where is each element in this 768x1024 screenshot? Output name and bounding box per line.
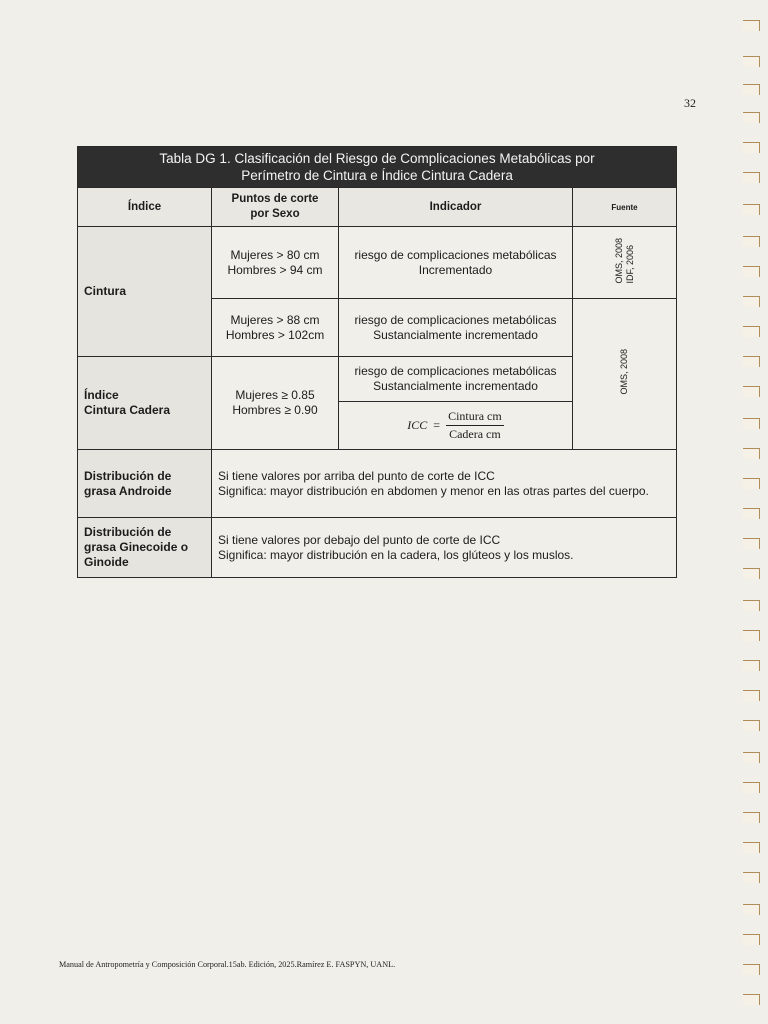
icc-formula-cell (339, 402, 573, 450)
cut-text: Mujeres ≥ 0.85 (235, 388, 315, 402)
cintura-indicator-1 (339, 227, 573, 299)
indicator-text: Sustancialmente incrementado (373, 379, 538, 393)
table-row (78, 227, 677, 299)
cintura-cut-2 (212, 299, 339, 357)
page-tab-decoration (743, 600, 760, 611)
fuente-text: OMS, 2008 (613, 237, 624, 284)
page-tab-decoration (743, 660, 760, 671)
ginecoide-label-line: Ginoide (84, 555, 129, 569)
cut-text: Mujeres > 88 cm (230, 312, 320, 327)
table-title (78, 147, 677, 188)
ginecoide-label-line: grasa Ginecoide o (84, 540, 189, 554)
table-row (78, 450, 677, 518)
header-puntos-de-corte (212, 188, 339, 227)
formula-variable: ICC (407, 418, 428, 432)
page-tab-decoration (743, 172, 760, 183)
fuente-cintura-1 (573, 227, 677, 299)
page-tab-decoration (743, 994, 760, 1005)
icc-label (78, 357, 212, 450)
cut-text: Hombres > 94 cm (227, 262, 323, 277)
page-tab-decoration (743, 934, 760, 945)
page-tab-decoration (743, 508, 760, 519)
fuente-vertical-text: OMS, 2008 (619, 349, 630, 395)
cintura-indicator-2 (339, 299, 573, 357)
description-text: Significa: mayor distribución en la cadera, los glúteos y los muslos. (218, 547, 574, 562)
description-text: Si tiene valores por arriba del punto de corte de ICC (218, 468, 495, 483)
ginecoide-label (78, 518, 212, 578)
icc-cut (212, 357, 339, 450)
table-title-line-1: Tabla DG 1. Clasificación del Riesgo de Complicaciones Metabólicas por (159, 151, 595, 166)
icc-label-line: Índice (84, 388, 119, 402)
page-tab-decoration (743, 964, 760, 975)
header-fuente: Fuente (573, 188, 677, 227)
page-tab-decoration (743, 112, 760, 123)
header-puntos-line-2: por Sexo (250, 208, 300, 220)
classification-table (77, 146, 677, 578)
cintura-label: Cintura (78, 227, 212, 357)
page-tab-decoration (743, 690, 760, 701)
indicator-text: riesgo de complicaciones metabólicas (354, 247, 557, 262)
indicator-text: riesgo de complicaciones metabólicas (354, 364, 557, 378)
formula-numerator: Cintura cm (446, 409, 504, 426)
androide-label-line: grasa Androide (84, 483, 172, 498)
page-tab-decoration (743, 538, 760, 549)
page-tab-decoration (743, 418, 760, 429)
page-tab-decoration (743, 326, 760, 337)
ginecoide-label-line: Distribución de (84, 525, 172, 539)
page-footer: Manual de Antropometría y Composición Corporal.15ab. Edición, 2025.Ramírez E. FASPYN, UANL. (59, 960, 396, 969)
page-number: 32 (684, 96, 696, 110)
page-tab-decoration (743, 20, 760, 31)
indicator-text: riesgo de complicaciones metabólicas (354, 312, 557, 327)
page-edge-tabs (738, 0, 768, 1024)
page-tab-decoration (743, 386, 760, 397)
classification-table-container (77, 146, 676, 578)
description-text: Significa: mayor distribución en abdomen y menor en las otras partes del cuerpo. (218, 483, 649, 498)
page-tab-decoration (743, 236, 760, 247)
page-tab-decoration (743, 356, 760, 367)
page-tab-decoration (743, 142, 760, 153)
page-tab-decoration (743, 630, 760, 641)
table-row (78, 518, 677, 578)
fuente-text: IDF, 2006 (624, 244, 635, 284)
page-tab-decoration (743, 84, 760, 95)
icc-formula (343, 409, 568, 442)
header-indicador: Indicador (339, 188, 573, 227)
fuente-vertical-text (614, 238, 636, 284)
page-tab-decoration (743, 904, 760, 915)
header-indice: Índice (78, 188, 212, 227)
formula-denominator: Cadera cm (449, 427, 501, 441)
page-tab-decoration (743, 296, 760, 307)
table-header-row (78, 188, 677, 227)
cut-text: Hombres ≥ 0.90 (232, 403, 318, 417)
page-tab-decoration (743, 478, 760, 489)
cintura-cut-1 (212, 227, 339, 299)
icc-label-line: Cintura Cadera (84, 403, 171, 417)
ginecoide-description (212, 518, 677, 578)
page-tab-decoration (743, 812, 760, 823)
page-tab-decoration (743, 782, 760, 793)
fuente-oms-2008 (573, 299, 677, 450)
formula-fraction (446, 409, 504, 442)
formula-equals: = (433, 418, 441, 432)
androide-label-line: Distribución de (84, 468, 172, 483)
androide-label (78, 450, 212, 518)
androide-description (212, 450, 677, 518)
page-tab-decoration (743, 448, 760, 459)
page-tab-decoration (743, 872, 760, 883)
page-tab-decoration (743, 266, 760, 277)
table-title-line-2: Perímetro de Cintura e Índice Cintura Cadera (241, 168, 513, 183)
page-tab-decoration (743, 204, 760, 215)
cut-text: Hombres > 102cm (225, 327, 325, 342)
indicator-text: Sustancialmente incrementado (373, 327, 538, 342)
indicator-text: Incrementado (418, 262, 493, 277)
page-tab-decoration (743, 56, 760, 67)
page-tab-decoration (743, 752, 760, 763)
page-tab-decoration (743, 720, 760, 731)
page-tab-decoration (743, 842, 760, 853)
icc-indicator (339, 357, 573, 402)
table-title-row (78, 147, 677, 188)
description-text: Si tiene valores por debajo del punto de corte de ICC (218, 532, 501, 547)
header-puntos-line-1: Puntos de corte (231, 193, 319, 205)
cut-text: Mujeres > 80 cm (230, 247, 320, 262)
page-tab-decoration (743, 568, 760, 579)
